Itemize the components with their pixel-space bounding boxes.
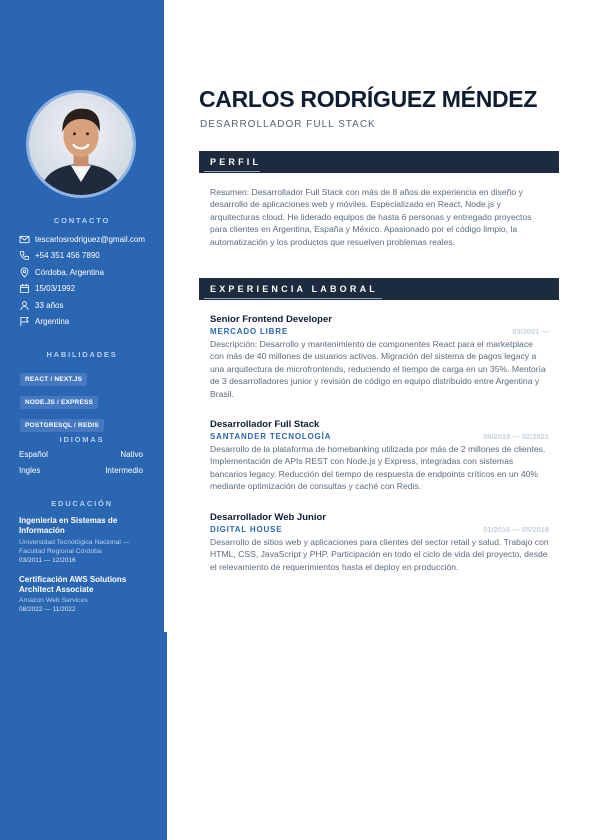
profile-section-header — [199, 151, 559, 173]
contact-birthdate — [19, 281, 159, 298]
experience-heading: EXPERIENCIA LABORAL — [210, 284, 378, 294]
language-name: Ingles — [19, 465, 41, 475]
avatar — [26, 90, 136, 198]
contact-email-text: tescarlosrodriguez@gmail.com — [35, 234, 145, 244]
job-description: Descripción: Desarrollo y mantenimiento de componentes React para el marketplace con más de 40 millones de usuarios activos. Migración del sistema de pagos legacy a una arquitectura de microfrontends, reduciendo el tiempo de carga en un 35%. Mentoría de 3 desarrolladores junior y revisión de código en equipo distribuido entre Argentina y Brasil. — [210, 339, 546, 399]
heading-underline — [204, 298, 382, 299]
contact-email[interactable] — [19, 231, 159, 248]
person-icon — [19, 300, 30, 311]
job-title: Senior Frontend Developer — [210, 314, 332, 325]
education-dates: 08/2022 — 11/2022 — [19, 606, 76, 613]
job-dates: 03/2001 — — [512, 327, 549, 336]
email-icon — [19, 234, 30, 245]
calendar-icon — [19, 283, 30, 294]
languages-heading: IDIOMAS — [59, 435, 105, 444]
location-icon — [19, 267, 30, 278]
contact-list — [19, 231, 159, 330]
job-description: Desarrollo de la plataforma de homebanking utilizada por más de 2 millones de clientes. Implementación de APIs REST con Node.js y Express, integradas con sistemas bancarios legacy. Reducción del tiempo de respuesta de endpoints críticos en un 40% mediante optimización de consultas y caché con Redis. — [210, 444, 546, 492]
contact-phone[interactable] — [19, 248, 159, 265]
skills-list — [20, 368, 150, 437]
language-row — [19, 450, 143, 466]
contact-nationality — [19, 314, 159, 331]
job-title: Desarrollador Web Junior — [210, 512, 326, 523]
heading-underline — [204, 171, 260, 172]
contact-age-text: 33 años — [35, 300, 64, 310]
job-item — [210, 512, 549, 573]
education-item — [19, 516, 155, 565]
flag-icon — [19, 316, 30, 327]
language-level: Intermedio — [105, 465, 143, 475]
education-dates: 03/2011 — 12/2016 — [19, 557, 76, 564]
contact-nationality-text: Argentina — [35, 317, 70, 327]
contact-birthdate-text: 15/03/1992 — [35, 284, 76, 294]
contact-location-text: Córdoba, Argentina — [35, 267, 104, 277]
education-heading: EDUCACIÓN — [51, 499, 113, 508]
education-institution: Amazon Web Services — [19, 597, 88, 604]
profile-text: Resumen: Desarrollador Full Stack con más de 8 años de experiencia en diseño y desarrollo de aplicaciones web y móviles. Especializado en React, Node.js y arquitecturas cloud. He liderado equipos de hasta 6 personas y entregado proyectos para clientes en Argentina, España y México. Apasionado por el código limpio, la automatización y los productos que resuelven problemas reales. — [210, 187, 532, 247]
education-title: Ingeniería en Sistemas de Información — [19, 516, 118, 535]
language-name: Español — [19, 450, 48, 459]
job-dates: 06/2018 — 02/2021 — [483, 432, 549, 441]
skill-tag: POSTGRESQL / REDIS — [20, 419, 104, 432]
skill-tag: NODE.JS / EXPRESS — [20, 396, 98, 409]
contact-phone-text: +54 351 456 7890 — [35, 251, 100, 261]
candidate-name: CARLOS RODRÍGUEZ MÉNDEZ — [199, 86, 538, 112]
job-item — [210, 314, 549, 400]
candidate-role: DESARROLLADOR FULL STACK — [200, 119, 376, 130]
job-company: DIGITAL HOUSE — [210, 525, 283, 534]
education-item — [19, 575, 155, 614]
profile-photo — [29, 93, 133, 195]
job-title: Desarrollador Full Stack — [210, 419, 320, 430]
skills-heading: HABILIDADES — [46, 350, 118, 359]
contact-heading: CONTACTO — [53, 216, 111, 225]
sidebar-edge — [164, 632, 167, 840]
job-description: Desarrollo de sitios web y aplicaciones para clientes del sector retail y salud. Trabajo con HTML, CSS, JavaScript y PHP. Participación en todo el ciclo de vida del proyecto, desde el relevamiento de requerimientos hasta el deploy en producción. — [210, 537, 549, 572]
education-title: Certificación AWS Solutions Architect Associate — [19, 575, 127, 594]
job-item — [210, 419, 549, 493]
profile-heading: PERFIL — [210, 157, 262, 167]
contact-age — [19, 297, 159, 314]
job-dates: 01/2016 — 05/2018 — [483, 525, 549, 534]
languages-list — [19, 450, 143, 481]
experience-section-header — [199, 278, 559, 300]
education-institution: Universidad Tecnológica Nacional — Facultad Regional Córdoba — [19, 539, 130, 555]
language-level: Nativo — [120, 450, 143, 459]
sidebar — [0, 0, 164, 840]
phone-icon — [19, 250, 30, 261]
skill-tag: REACT / NEXT.JS — [20, 373, 87, 386]
job-company: SANTANDER TECNOLOGÍA — [210, 432, 332, 441]
contact-location — [19, 264, 159, 281]
job-company: MERCADO LIBRE — [210, 327, 288, 336]
language-row — [19, 466, 143, 482]
